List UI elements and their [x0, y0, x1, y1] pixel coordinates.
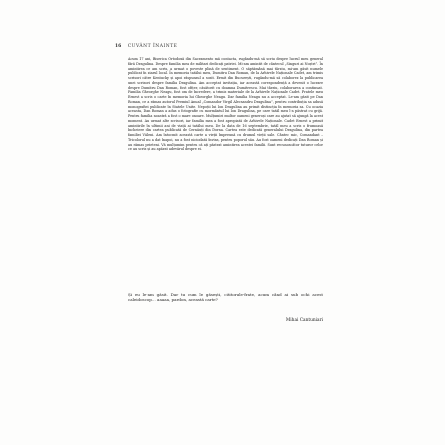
author-signature: Mihai Cantuniari — [285, 318, 323, 323]
running-title: CUVÂNT ÎNAINTE — [127, 44, 178, 49]
page-number: 16 — [115, 44, 122, 49]
body-text — [128, 57, 323, 152]
closing-text — [128, 292, 323, 303]
running-header — [115, 44, 177, 50]
paragraph-1: Acum 17 ani, Biserica Ortodoxă din Sacramento mă contacta, rugându-mă să scriu despre lucrul meu general fără Dragulina. Despre familia mea de militari dedicați patriei. Mi-am amintit de cântecul „Singuri ai Noștri”. În amintirea ce am scris, a urmat o poveste plină de sentiment. O săptămână mai târziu, mi-am găsit numele publicat în ziarul local. În memoria tatălui meu, Dumitru Dan Roman, de la Arhivele Naționale Cadet, am trimis scrisori către Kentucky și apoi răspunsul a sosit. Ermit din București, rugându-mă să colaborez la publicarea unei scrisori despre familia Dragulina. Am acceptat invitația, iar această corespondență a devenit o lucrare despre Dumitru Dan Roman, fost ofițer, căsătorit cu doamna Dumitrescu. Mai târziu, colaborarea a continuat. Familia Gheorghe Neagu, fost om de încredere, a trimis materiale de la Arhivele Naționale Cadet. Fratele meu Ernest a scris o carte în memoria lui Gheorghe Neagu. Dar familia Neagu nu a acceptat. Le-am găsit pe Dan Roman, ce a rămas autorul Premiul Anual „Comandor Virgil Alecsandru Dragulina”, pentru contribuția sa adusă monografiei publicate în Statele Unite. Nepoții lui Ion Dragulina au primit distincția în memoria sa. Cu ocazia aceasta, Dan Roman a adus o fotografie cu mormântul lui Ion Dragulina, pe care tatăl meu l-a păstrat cu grijă. Pentru familia noastră a fost o mare onoare. Mulțumiri multor oameni generoși care au ajutat să ajungă la acest moment. Au urmat alte scrisori, iar familia mea a fost apropiată de Arhivele Naționale. Cadet Ernest a primit amintirile în ultimii ani de viață ai tatălui meu. De la data de 16 septembrie, tatăl meu a scris o frumoasă încheiere din cartea publicată de Cernăuți din Dorna. Cartea este dedicată generalului Dragulina, din partea familiei Văleni. Am întocmit această carte a vieții împreună cu drumul vieții sale. Cântec mic, Comandant – Tricolorul nu a dat înapoi, nu a fost niciodată învins, pentru poporul său. Au fost oameni dedicați Dan Roman și au rămas prieteni. Vă mulțumim pentru că ați păstrat amintirea acestei familii. Sunt recunoscător tuturor celor ce au scris și au apărat adevărul despre ei. — [128, 57, 323, 152]
paragraph-2: Și eu le-am găsit. Dar tu cum le găsești, cititorule-frate, acum când ai sub ochi acest caleidoscop… aaaaa, pardon, această carte? — [128, 292, 323, 303]
